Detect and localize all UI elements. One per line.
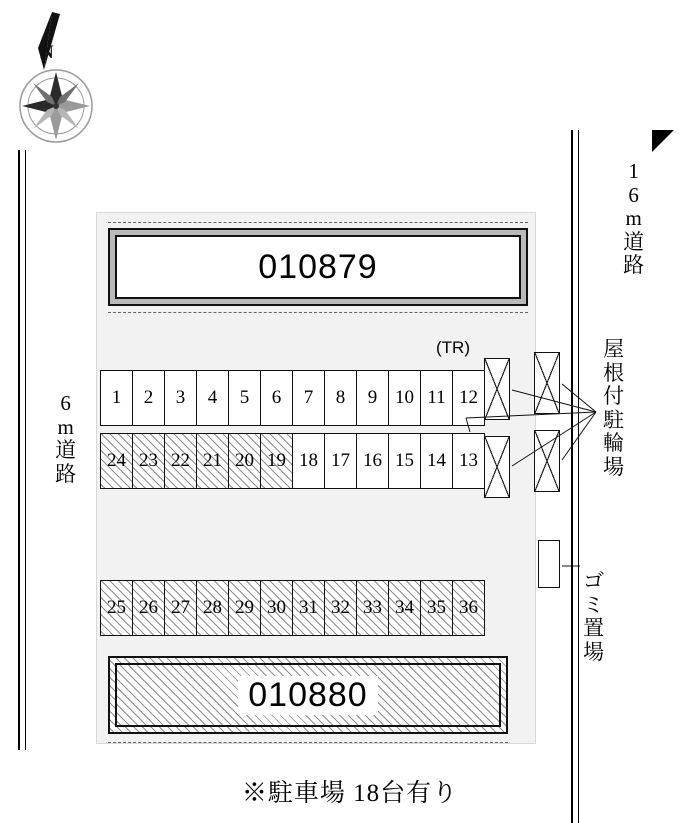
parking-stall[interactable]: 3 — [164, 370, 197, 426]
tr-label: (TR) — [436, 338, 470, 357]
bike-shelter-slot — [484, 436, 510, 498]
parking-stall[interactable]: 15 — [388, 433, 421, 489]
parking-stall[interactable]: 12 — [452, 370, 485, 426]
trash-area-label — [580, 570, 607, 664]
road-label-right — [620, 160, 647, 278]
parking-stall[interactable]: 28 — [196, 580, 229, 636]
parking-row-13-24 — [100, 433, 485, 489]
parking-stall[interactable]: 18 — [292, 433, 325, 489]
building-010880 — [108, 656, 508, 734]
parking-stall[interactable]: 27 — [164, 580, 197, 636]
parking-stall[interactable]: 34 — [388, 580, 421, 636]
road-label-right-char-4: 路 — [623, 253, 645, 278]
bike-shelter-label — [600, 338, 627, 479]
parking-stall[interactable]: 23 — [132, 433, 165, 489]
bike-shelter-label-char-5: 場 — [603, 454, 625, 479]
building-010879 — [108, 228, 528, 306]
bike-shelter-label-char-4: 輪 — [603, 431, 625, 456]
bike-shelter-label-char-1: 根 — [603, 360, 625, 385]
road-label-right-char-0: 1 — [628, 159, 639, 183]
parking-row-25-36 — [100, 580, 485, 636]
road-label-right-char-1: 6 — [628, 182, 639, 207]
bike-shelter-slot — [484, 358, 510, 420]
parking-stall[interactable]: 24 — [100, 433, 133, 489]
building-010880-inner — [115, 663, 501, 727]
parking-stall[interactable]: 21 — [196, 433, 229, 489]
road-label-left-char-3: 路 — [55, 461, 77, 486]
road-label-right-char-2: m — [625, 206, 642, 231]
parking-stall[interactable]: 6 — [260, 370, 293, 426]
parking-stall[interactable]: 9 — [356, 370, 389, 426]
bike-shelter-label-char-0: 屋 — [603, 337, 625, 361]
compass-rose — [8, 8, 118, 148]
road-label-left — [52, 392, 79, 486]
parking-stall[interactable]: 10 — [388, 370, 421, 426]
parking-stall[interactable]: 22 — [164, 433, 197, 489]
compass-icon — [8, 8, 118, 148]
parking-stall[interactable]: 26 — [132, 580, 165, 636]
road-left-edge-line — [18, 150, 20, 750]
parking-stall[interactable]: 17 — [324, 433, 357, 489]
parking-stall[interactable]: 14 — [420, 433, 453, 489]
bike-shelter-label-char-2: 付 — [603, 384, 625, 409]
road-label-left-char-0: 6 — [60, 391, 71, 415]
parking-stall[interactable]: 20 — [228, 433, 261, 489]
building-010879-label: 010879 — [258, 247, 378, 286]
building-010879-inner — [115, 235, 521, 299]
bike-shelter-slot — [534, 430, 560, 492]
trash-area-label-char-1: ミ — [583, 592, 605, 617]
footer-note: ※駐車場 18台有り — [241, 780, 459, 807]
parking-stall[interactable]: 16 — [356, 433, 389, 489]
eave-line-top — [108, 222, 528, 223]
parking-stall[interactable]: 19 — [260, 433, 293, 489]
parking-stall[interactable]: 8 — [324, 370, 357, 426]
road-corner-marker — [652, 130, 674, 152]
bike-shelter-label-char-3: 駐 — [603, 407, 625, 432]
parking-stall[interactable]: 36 — [452, 580, 485, 636]
parking-stall[interactable]: 29 — [228, 580, 261, 636]
parking-stall[interactable]: 7 — [292, 370, 325, 426]
road-left-edge-line-2 — [25, 150, 26, 750]
parking-stall[interactable]: 33 — [356, 580, 389, 636]
road-right-edge-line — [571, 130, 573, 823]
road-label-left-char-2: 道 — [55, 438, 77, 463]
parking-stall[interactable]: 25 — [100, 580, 133, 636]
parking-stall[interactable]: 31 — [292, 580, 325, 636]
parking-stall[interactable]: 11 — [420, 370, 453, 426]
road-right-edge-line-2 — [578, 130, 579, 823]
eave-line-bottom — [108, 742, 508, 743]
parking-stall[interactable]: 32 — [324, 580, 357, 636]
compass-north-label: N — [40, 42, 54, 63]
eave-line-top-bottom — [108, 312, 528, 313]
trash-area-box — [538, 540, 560, 588]
road-label-right-char-3: 道 — [623, 229, 645, 254]
trash-area-label-char-3: 場 — [583, 639, 605, 664]
parking-stall[interactable]: 2 — [132, 370, 165, 426]
bike-shelter-slot — [534, 352, 560, 414]
parking-stall[interactable]: 35 — [420, 580, 453, 636]
building-010880-label: 010880 — [238, 676, 377, 715]
parking-row-1-12 — [100, 370, 485, 426]
parking-stall[interactable]: 5 — [228, 370, 261, 426]
parking-stall[interactable]: 30 — [260, 580, 293, 636]
road-label-left-char-1: m — [57, 414, 74, 439]
parking-stall[interactable]: 13 — [452, 433, 485, 489]
trash-area-label-char-0: ゴ — [583, 569, 605, 593]
parking-stall[interactable]: 1 — [100, 370, 133, 426]
parking-stall[interactable]: 4 — [196, 370, 229, 426]
trash-area-label-char-2: 置 — [583, 616, 605, 641]
